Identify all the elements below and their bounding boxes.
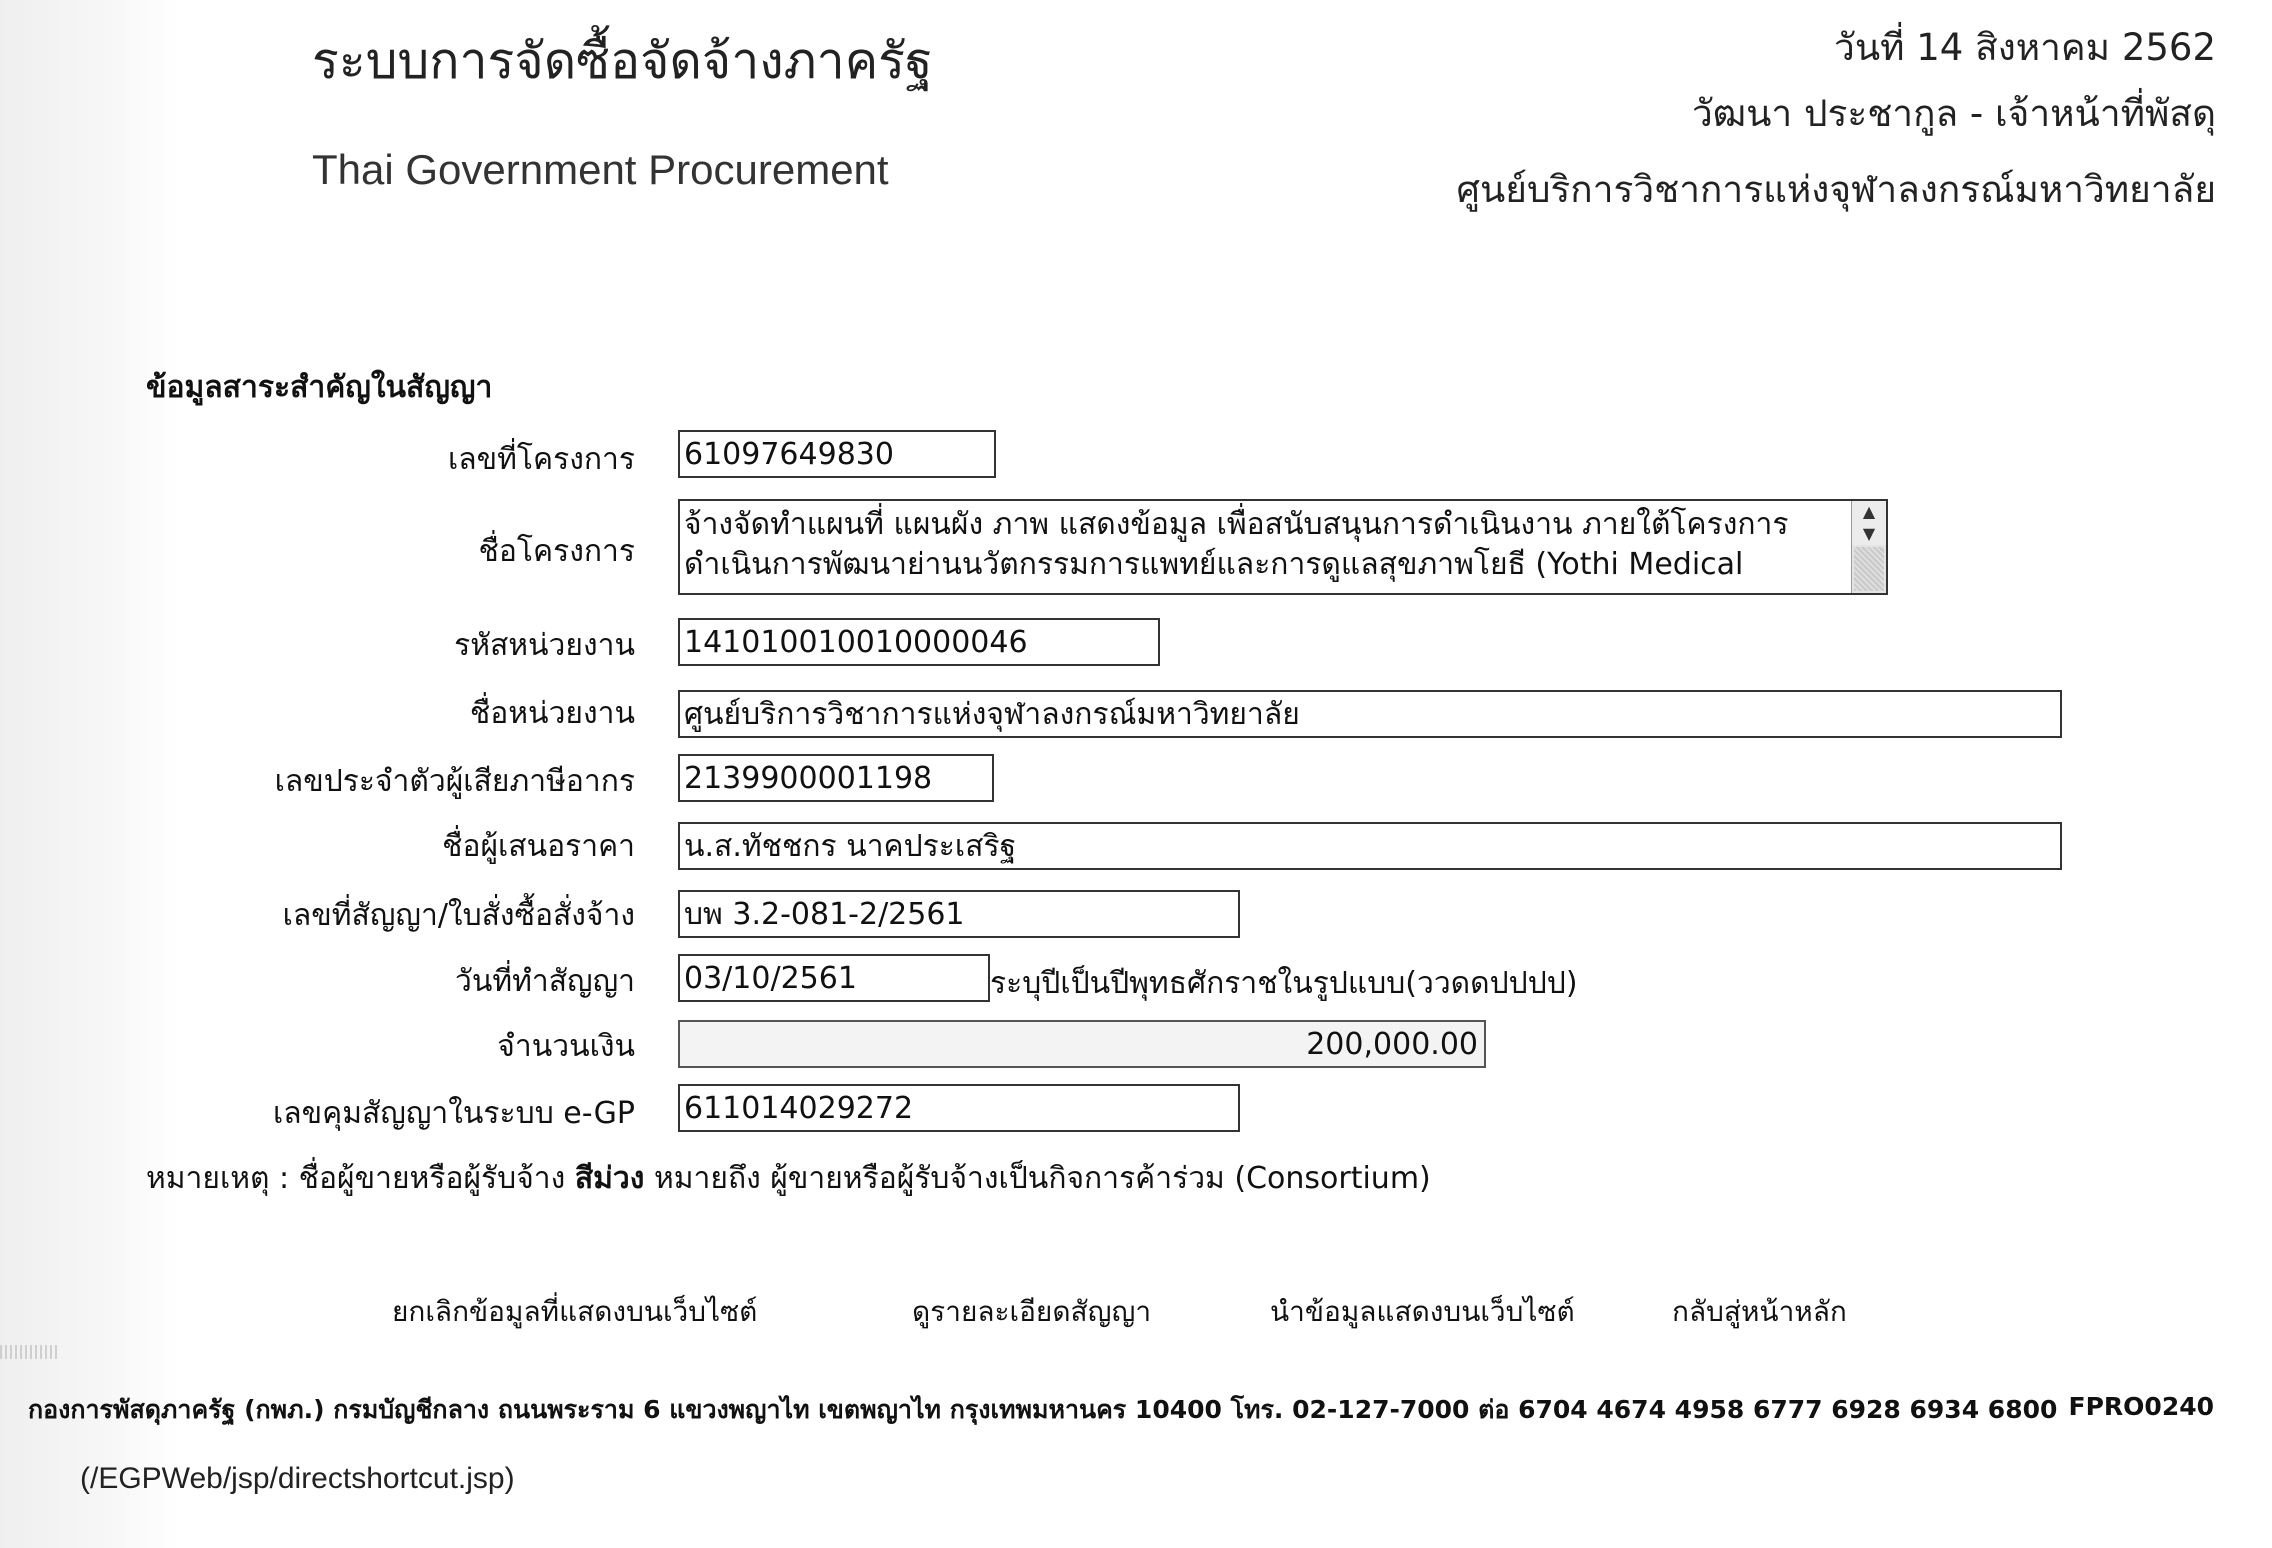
tax-id-field[interactable]: 2139900001198 [678,754,994,802]
site-subtitle: Thai Government Procurement [312,146,889,193]
project-name-label: ชื่อโครงการ [478,534,635,569]
scroll-track[interactable] [1854,547,1884,591]
agency-name-field[interactable]: ศูนย์บริการวิชาการแห่งจุฬาลงกรณ์มหาวิทยาลัย [678,690,2062,738]
scan-artifact [0,1345,60,1359]
amount-field: 200,000.00 [678,1020,1486,1068]
bidder-name-field[interactable]: น.ส.ทัชชกร นาคประเสริฐ [678,822,2062,870]
user-info: วัฒนา ประชากูล - เจ้าหน้าที่พัสดุ [1691,92,2216,135]
note-prefix: หมายเหตุ : ชื่อผู้ขายหรือผู้รับจ้าง [146,1161,566,1196]
project-no-field[interactable]: 61097649830 [678,430,996,478]
view-contract-details-link[interactable]: ดูรายละเอียดสัญญา [912,1295,1152,1328]
agency-name-label: ชื่อหน่วยงาน [469,696,635,731]
current-date: วันที่ 14 สิงหาคม 2562 [1834,26,2216,69]
user-organization: ศูนย์บริการวิชาการแห่งจุฬาลงกรณ์มหาวิทยาลัย [1456,168,2216,211]
project-name-textarea[interactable] [678,499,1888,595]
footer-address: กองการพัสดุภาครัฐ (กพภ.) กรมบัญชีกลาง ถนนพระราม 6 แขวงพญาไท เขตพญาไท กรุงเทพมหานคร 10400 โทร. 02-127-7000 ต่อ 6704 4674 4958 6777 6928 6934 6800 [28,1395,2058,1424]
contract-no-field[interactable]: บพ 3.2-081-2/2561 [678,890,1240,938]
project-name-line-2: ดำเนินการพัฒนาย่านนวัตกรรมการแพทย์และการดูแลสุขภาพโยธี (Yothi Medical [684,547,1744,582]
agency-code-label: รหัสหน่วยงาน [454,628,635,663]
egp-control-no-field[interactable]: 611014029272 [678,1084,1240,1132]
cancel-website-display-link[interactable]: ยกเลิกข้อมูลที่แสดงบนเว็บไซต์ [392,1295,758,1328]
project-name-scrollbar[interactable] [1851,501,1886,593]
project-no-label: เลขที่โครงการ [448,442,635,477]
contract-date-label: วันที่ทำสัญญา [454,964,635,999]
consortium-note [146,1155,1431,1202]
bidder-name-label: ชื่อผู้เสนอราคา [442,829,635,864]
note-emphasis: สีม่วง [574,1161,645,1196]
agency-code-field[interactable]: 141010010010000046 [678,618,1160,666]
contract-no-label: เลขที่สัญญา/ใบสั่งซื้อสั่งจ้าง [282,898,635,933]
site-title: ระบบการจัดซื้อจัดจ้างภาครัฐ [312,32,933,90]
contract-date-field[interactable]: 03/10/2561 [678,954,990,1002]
egp-control-no-label: เลขคุมสัญญาในระบบ e-GP [273,1096,635,1131]
scroll-down-arrow-icon[interactable]: ▼ [1852,523,1886,545]
section-title: ข้อมูลสาระสำคัญในสัญญา [146,370,493,405]
contract-date-hint: ระบุปีเป็นปีพุทธศักราชในรูปแบบ(ววดดปปปป) [990,966,1578,1001]
page-path: (/EGPWeb/jsp/directshortcut.jsp) [80,1462,515,1495]
back-to-home-link[interactable]: กลับสู่หน้าหลัก [1672,1295,1847,1328]
page-code: FPRO0240 [2068,1392,2214,1421]
project-name-line-1: จ้างจัดทำแผนที่ แผนผัง ภาพ แสดงข้อมูล เพื่อสนับสนุนการดำเนินงาน ภายใต้โครงการ [684,507,1789,542]
amount-label: จำนวนเงิน [497,1029,635,1064]
tax-id-label: เลขประจำตัวผู้เสียภาษีอากร [274,764,635,799]
scroll-up-arrow-icon[interactable]: ▲ [1852,501,1886,523]
note-suffix: หมายถึง ผู้ขายหรือผู้รับจ้างเป็นกิจการค้าร่วม (Consortium) [653,1161,1431,1196]
publish-to-website-link[interactable]: นำข้อมูลแสดงบนเว็บไซต์ [1270,1295,1575,1328]
